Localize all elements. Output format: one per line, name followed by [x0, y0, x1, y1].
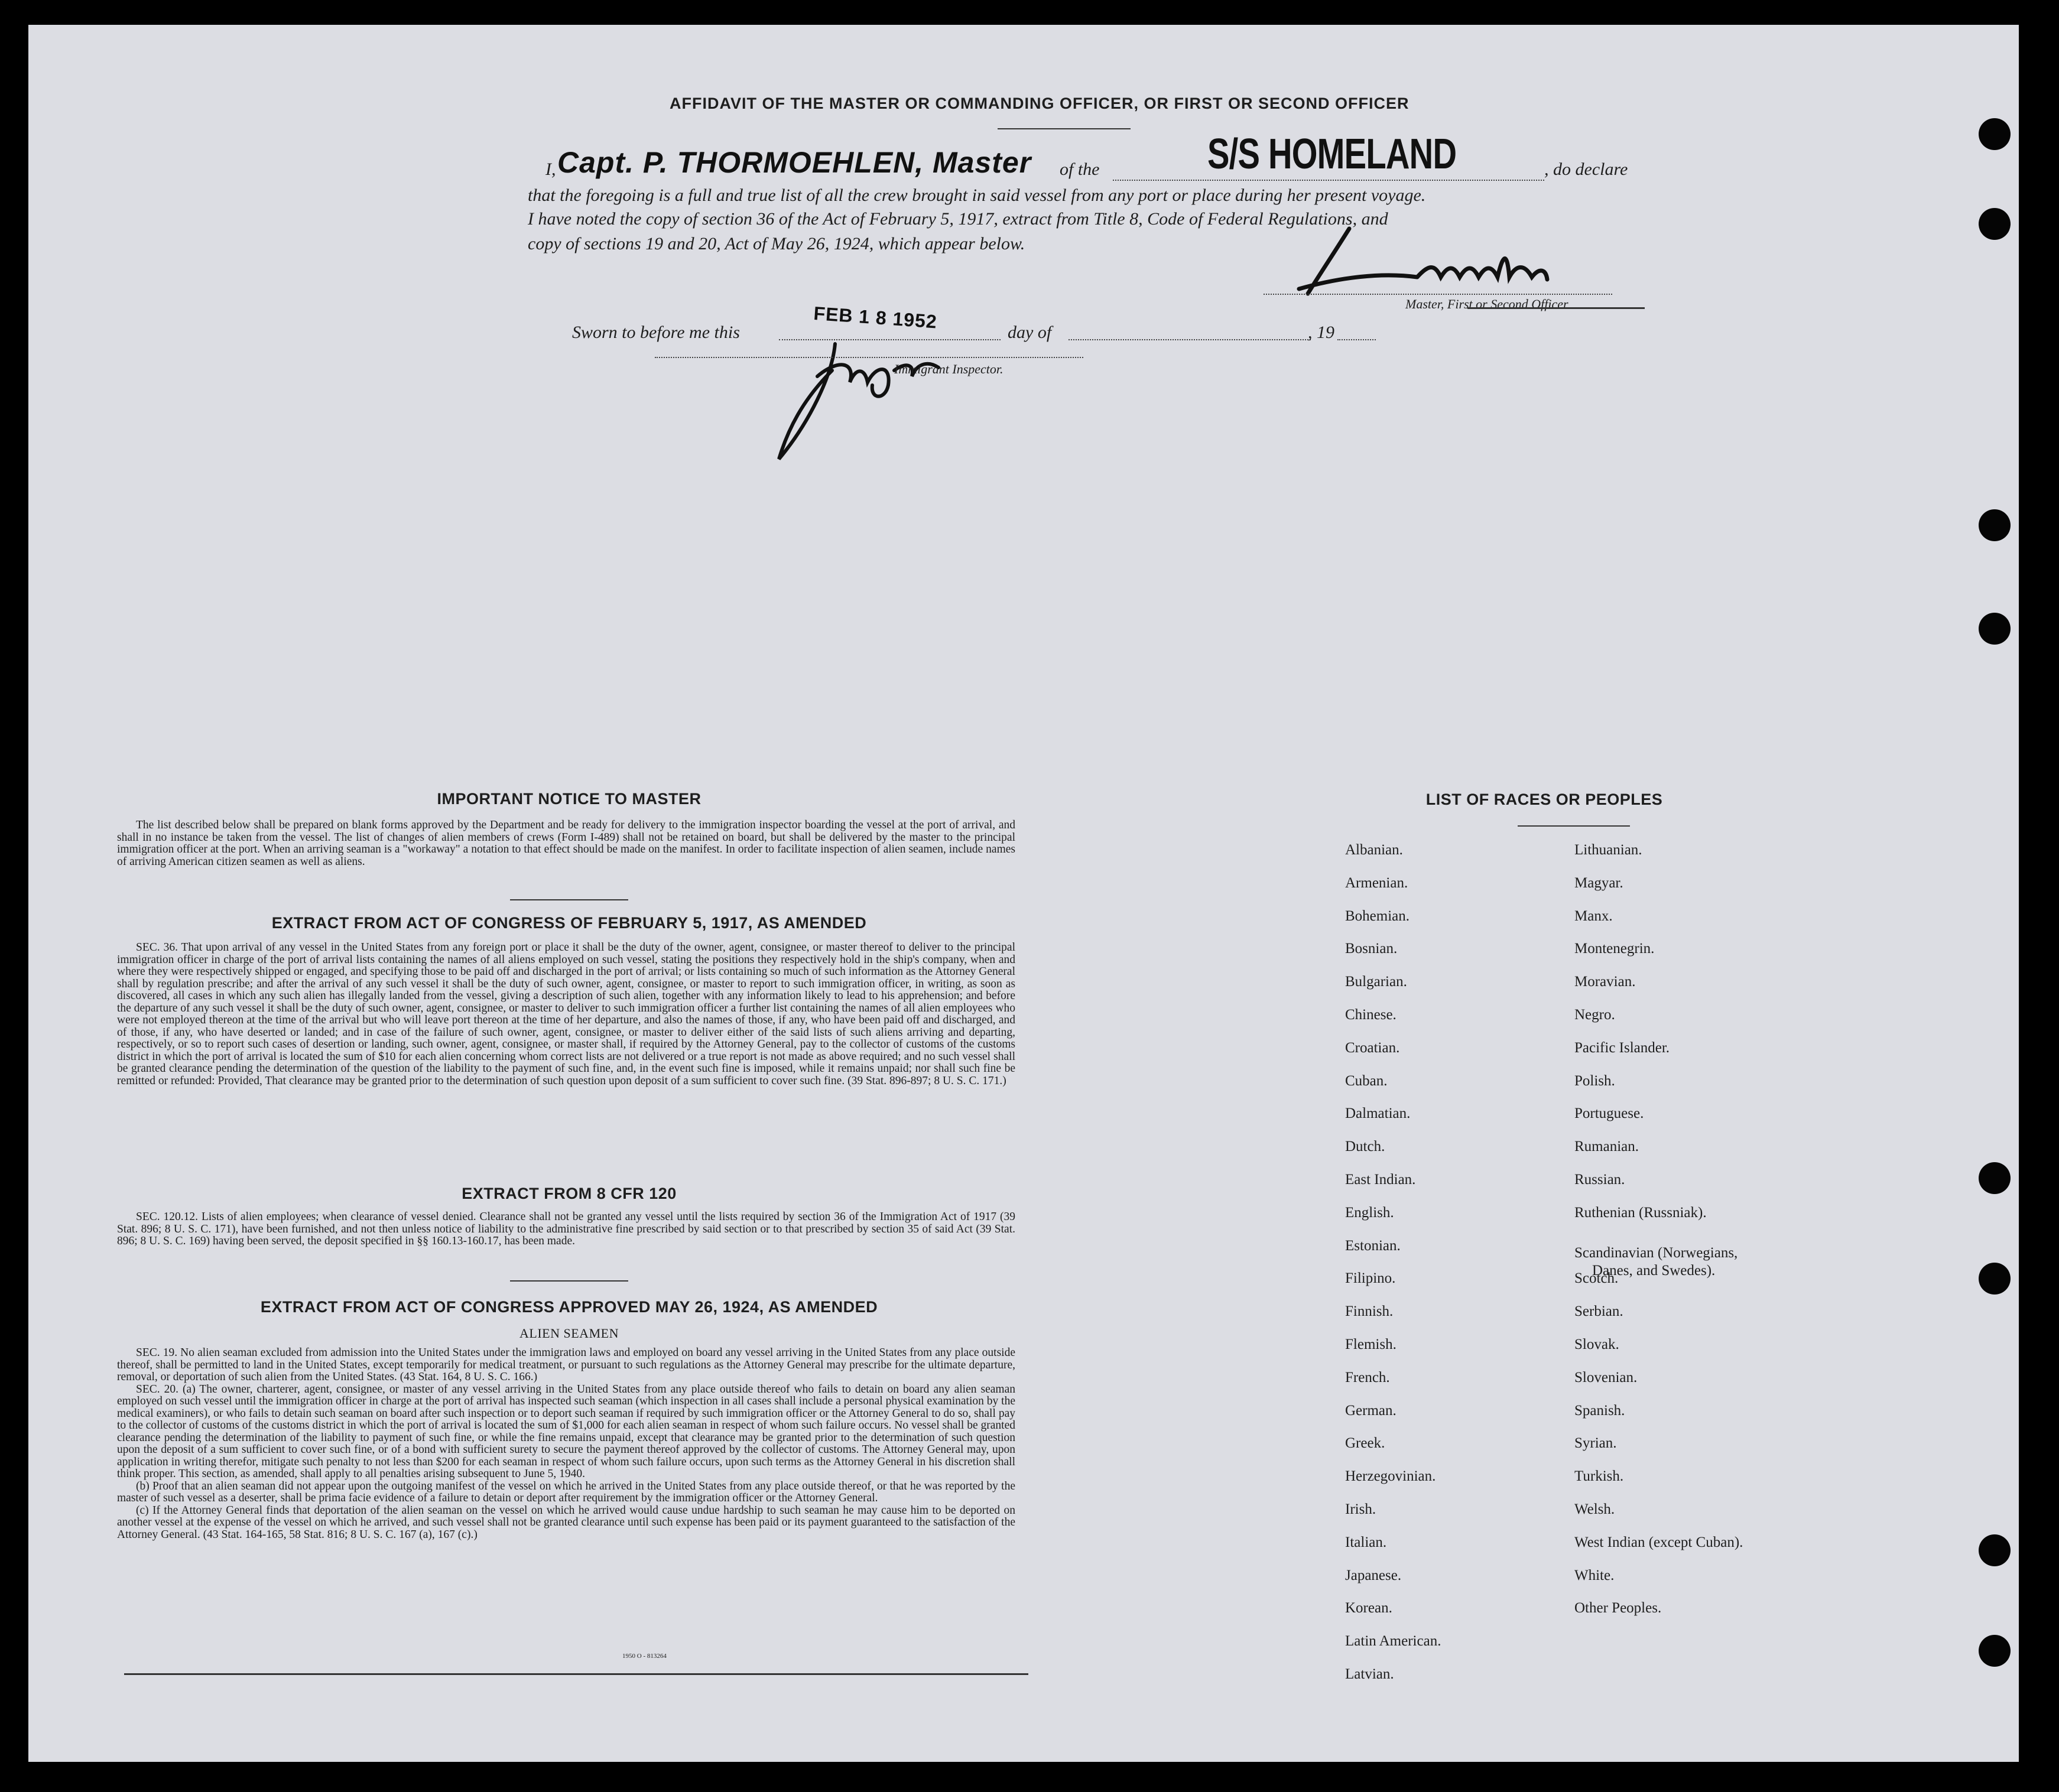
race-item: Bohemian. [1345, 908, 1410, 924]
of-the-label: of the [1060, 160, 1100, 179]
binder-hole [1979, 1534, 2011, 1566]
extract-cfr-text [117, 1211, 1015, 1248]
race-item: Korean. [1345, 1600, 1392, 1617]
sworn-month-line [1069, 339, 1311, 340]
inspector-label: Immigrant Inspector. [894, 362, 1003, 376]
race-item: French. [1345, 1369, 1390, 1386]
race-item: Italian. [1345, 1534, 1387, 1550]
race-item: Latin American. [1345, 1633, 1441, 1650]
officer-label: Master, First or Second Officer [1405, 297, 1568, 311]
race-item: Chinese. [1345, 1007, 1397, 1023]
race-item: East Indian. [1345, 1172, 1416, 1188]
race-item: Dalmatian. [1345, 1105, 1411, 1122]
race-item: Slovenian. [1574, 1369, 1638, 1386]
binder-hole [1979, 613, 2011, 645]
sworn-year-line [1337, 339, 1376, 340]
race-item: Serbian. [1574, 1303, 1623, 1320]
extract-1924-text [117, 1347, 1015, 1541]
inspector-signature [767, 335, 980, 465]
extract-1924-title: EXTRACT FROM ACT OF CONGRESS APPROVED MAY 26, 1924, AS AMENDED [260, 1298, 878, 1316]
race-item: Portuguese. [1574, 1105, 1644, 1122]
race-item: Greek. [1345, 1435, 1385, 1452]
vessel-name: S/S HOMELAND [1207, 131, 1457, 178]
extract-1924-subtitle: ALIEN SEAMEN [519, 1326, 619, 1341]
race-item: Latvian. [1345, 1666, 1394, 1682]
day-of-label: day of [1008, 323, 1052, 342]
section-divider [510, 1280, 628, 1282]
races-title: LIST OF RACES OR PEOPLES [1425, 791, 1663, 808]
race-item: Finnish. [1345, 1303, 1394, 1320]
notice-title: IMPORTANT NOTICE TO MASTER [437, 790, 702, 808]
section-divider [510, 899, 628, 900]
officer-strike [1467, 307, 1645, 309]
sworn-label: Sworn to before me this [572, 323, 740, 342]
race-item: Filipino. [1345, 1270, 1396, 1287]
race-item: Montenegrin. [1574, 941, 1655, 957]
race-item: Ruthenian (Russniak). [1574, 1204, 1707, 1221]
race-item: Syrian. [1574, 1435, 1617, 1452]
race-item: Croatian. [1345, 1039, 1400, 1056]
race-item: Danes, and Swedes). [1592, 1262, 1716, 1279]
race-item: White. [1574, 1567, 1615, 1583]
race-item: Scandinavian (Norwegians, [1574, 1244, 1738, 1261]
races-title-divider [1518, 825, 1630, 827]
race-item: Irish. [1345, 1501, 1376, 1517]
affidavit-line-3: copy of sections 19 and 20, Act of May 26, 1924, which appear below. [528, 234, 1025, 253]
inspector-signature-line [655, 357, 1083, 358]
footer-rule [124, 1673, 1028, 1675]
race-item: Spanish. [1574, 1402, 1625, 1419]
race-item: Cuban. [1345, 1072, 1388, 1089]
year-label: , 19 [1308, 323, 1334, 342]
sec-20b-paragraph: (b) Proof that an alien seaman did not appear upon the outgoing manifest of the vessel on which he arrived in the United States from any place outside thereof, or that he was reported by the master of such vessel as a deserter, shall be prima facie evidence of a failure to detain or deport after requirement by the immigration officer or the Attorney General. [117, 1479, 1015, 1504]
race-item: Polish. [1574, 1072, 1615, 1089]
master-signature [1293, 223, 1600, 300]
extract-1917-title: EXTRACT FROM ACT OF CONGRESS OF FEBRUARY 5, 1917, AS AMENDED [271, 914, 867, 932]
race-item: Welsh. [1574, 1501, 1615, 1517]
race-item: Albanian. [1345, 842, 1403, 858]
sworn-date-stamp: FEB 1 8 1952 [813, 303, 938, 333]
race-item: Rumanian. [1574, 1139, 1639, 1155]
document-sheet [28, 25, 2019, 1762]
race-item: Herzegovinian. [1345, 1468, 1436, 1485]
master-name: Capt. P. THORMOEHLEN, Master [557, 146, 1032, 179]
binder-hole [1979, 1162, 2011, 1194]
extract-cfr-title: EXTRACT FROM 8 CFR 120 [462, 1185, 677, 1202]
declare-label: , do declare [1544, 160, 1628, 179]
race-item: Russian. [1574, 1172, 1625, 1188]
binder-hole [1979, 208, 2011, 240]
race-item: Slovak. [1574, 1336, 1619, 1352]
extract-1917-paragraph: SEC. 36. That upon arrival of any vessel in the United States from any foreign port or place it shall be the duty of the owner, agent, consignee, or master thereof to deliver to the principal immigration officer in charge of the port of arrival lists containing the names of all aliens employed on such vessel, stating the positions they respectively hold in the ship's company, when and where they were respectively shipped or engaged, and specifying those to be paid off and discharged in the port of arrival; or lists containing so much of such information as the Attorney General shall by regulation prescribe; and after the arrival of any such vessel it shall be the duty of such owner, agent, consignee, or master to report to such immigration officer, in writing, as soon as discovered, all cases in which any such alien has illegally landed from the vessel, giving a description of such alien, together with any information likely to lead to his apprehension; and before the departure of any such vessel it shall be the duty of such owner, agent, consignee, or master to deliver to such immigration officer a further list containing the names of all alien employees who were not employed thereon at the time of the arrival but who will leave port thereon at the time of her departure, and also the names of those, if any, who have been paid off and discharged, and of those, if any, who have deserted or landed; and in case of the failure of such owner, agent, consignee, or master to deliver either of the said lists of such aliens arriving and departing, respectively, or so to report such cases of desertion or landing, such owner, agent, consignee, or master shall, if required by the Attorney General, pay to the collector of customs of the customs district in which the port of arrival is located the sum of $10 for each alien concerning whom correct lists are not delivered or a true report is not made as above required; and no such vessel shall be granted clearance pending the determination of the question of the liability to the payment of such fine, and, in the event such fine is imposed, while it remains unpaid; nor shall such fine be remitted or refunded: Provided, That clearance may be granted prior to the determination of such question upon deposit of a sum sufficient to cover such fine. (39 Stat. 896-897; 8 U. S. C. 171.) [117, 941, 1015, 1087]
race-item: Turkish. [1574, 1468, 1624, 1485]
binder-hole [1979, 118, 2011, 150]
sec-20c-paragraph: (c) If the Attorney General finds that deportation of the alien seaman on the vessel on which he arrived would cause undue hardship to such seaman he may cause him to be deported on another vessel at the expense of the vessel on which he arrived, and such vessel shall not be granted clearance until such expense has been paid or its payment guaranteed to the satisfaction of the Attorney General. (43 Stat. 164-165, 58 Stat. 816; 8 U. S. C. 167 (a), 167 (c).) [117, 1504, 1015, 1541]
notice-text [117, 819, 1015, 868]
race-item: Bulgarian. [1345, 974, 1407, 990]
affidavit-title: AFFIDAVIT OF THE MASTER OR COMMANDING OFFICER, OR FIRST OR SECOND OFFICER [670, 95, 1410, 112]
race-item: Dutch. [1345, 1139, 1385, 1155]
race-item: Magyar. [1574, 874, 1623, 891]
race-item: English. [1345, 1204, 1394, 1221]
affidavit-line-1: that the foregoing is a full and true list of all the crew brought in said vessel from any port or place during her present voyage. [528, 186, 1426, 205]
vessel-name-line [1113, 180, 1544, 181]
sec-20a-paragraph: SEC. 20. (a) The owner, charterer, agent, consignee, or master of any vessel arriving in the United States from any place outside thereof who fails to detain on board any alien seaman employed on such vessel until the immigration officer in charge at the port of arrival has inspected such seaman (which inspection in all cases shall include a personal physical examination by the medical examiners), or who fails to detain such seaman on board after such inspection or to deport such seaman if required by such immigration officer or the Attorney General to do so, shall pay to the collector of customs of the customs district in which the port of arrival is located the sum of $1,000 for each alien seaman in respect of whom such failure occurs. No vessel shall be granted clearance pending the determination of the liability to payment of such fine, or while the fine remains unpaid, except that clearance may be granted prior to the determination of such question upon the deposit of a sum sufficient to cover such fine, or of a bond with sufficient surety to secure the payment thereof approved by the collector of customs. The Attorney General may, upon application in writing therefor, mitigate such penalty to not less than $200 for each seaman in respect of whom such failure occurs, upon such terms as the Attorney General in his discretion shall think proper. This section, as amended, shall apply to all penalties arising subsequent to June 5, 1940. [117, 1383, 1015, 1480]
race-item: West Indian (except Cuban). [1574, 1534, 1743, 1550]
race-item: Bosnian. [1345, 941, 1398, 957]
binder-hole [1979, 509, 2011, 541]
affidavit-i: I, [545, 160, 556, 179]
sec-19-paragraph: SEC. 19. No alien seaman excluded from admission into the United States under the immigration laws and employed on board any vessel arriving in the United States from any place outside thereof, shall be permitted to land in the United States, except temporarily for medical treatment, or pursuant to such regulations as the Attorney General may prescribe for the ultimate departure, removal, or deportation of such alien from the United States. (43 Stat. 164, 8 U. S. C. 166.) [117, 1347, 1015, 1383]
race-item: Scotch. [1574, 1270, 1619, 1287]
race-item: Moravian. [1574, 974, 1636, 990]
title-divider [998, 128, 1131, 129]
race-item: Negro. [1574, 1007, 1615, 1023]
affidavit-line-2: I have noted the copy of section 36 of the Act of February 5, 1917, extract from Title 8, Code of Federal Regulations, and [528, 209, 1388, 229]
race-item: Other Peoples. [1574, 1600, 1662, 1617]
race-item: Lithuanian. [1574, 842, 1642, 858]
binder-hole [1979, 1635, 2011, 1667]
officer-signature-line [1264, 294, 1612, 295]
race-item: Flemish. [1345, 1336, 1397, 1352]
binder-hole [1979, 1263, 2011, 1295]
race-item: Armenian. [1345, 874, 1408, 891]
extract-cfr-paragraph: SEC. 120.12. Lists of alien employees; when clearance of vessel denied. Clearance shall not be granted any vessel until the lists required by section 36 of the Immigration Act of 1917 (39 Stat. 896; 8 U. S. C. 171), have been furnished, and not then unless notice of liability to the administrative fine prescribed by said section or to that prescribed by section 35 of said Act (39 Stat. 896; 8 U. S. C. 169) having been served, the deposit specified in §§ 160.13-160.17, has been made. [117, 1211, 1015, 1247]
race-item: Estonian. [1345, 1237, 1401, 1254]
race-item: Manx. [1574, 908, 1613, 924]
extract-1917-text [117, 942, 1015, 1087]
print-code: 1950 O - 813264 [622, 1653, 667, 1660]
race-item: Japanese. [1345, 1567, 1402, 1583]
race-item: Pacific Islander. [1574, 1039, 1670, 1056]
notice-paragraph: The list described below shall be prepared on blank forms approved by the Department and be ready for delivery to the immigration inspector boarding the vessel at the port of arrival, and shall in no instance be taken from the vessel. The list of changes of alien members of crews (Form I-489) shall not be retained on board, but shall be delivered by the master to the principal immigration officer at the port. When an arriving seaman is a "workaway" a notation to that effect should be made on the manifest. In order to facilitate inspection of alien seamen, include names of arriving American citizen seamen as well as aliens. [117, 819, 1015, 868]
race-item: German. [1345, 1402, 1397, 1419]
